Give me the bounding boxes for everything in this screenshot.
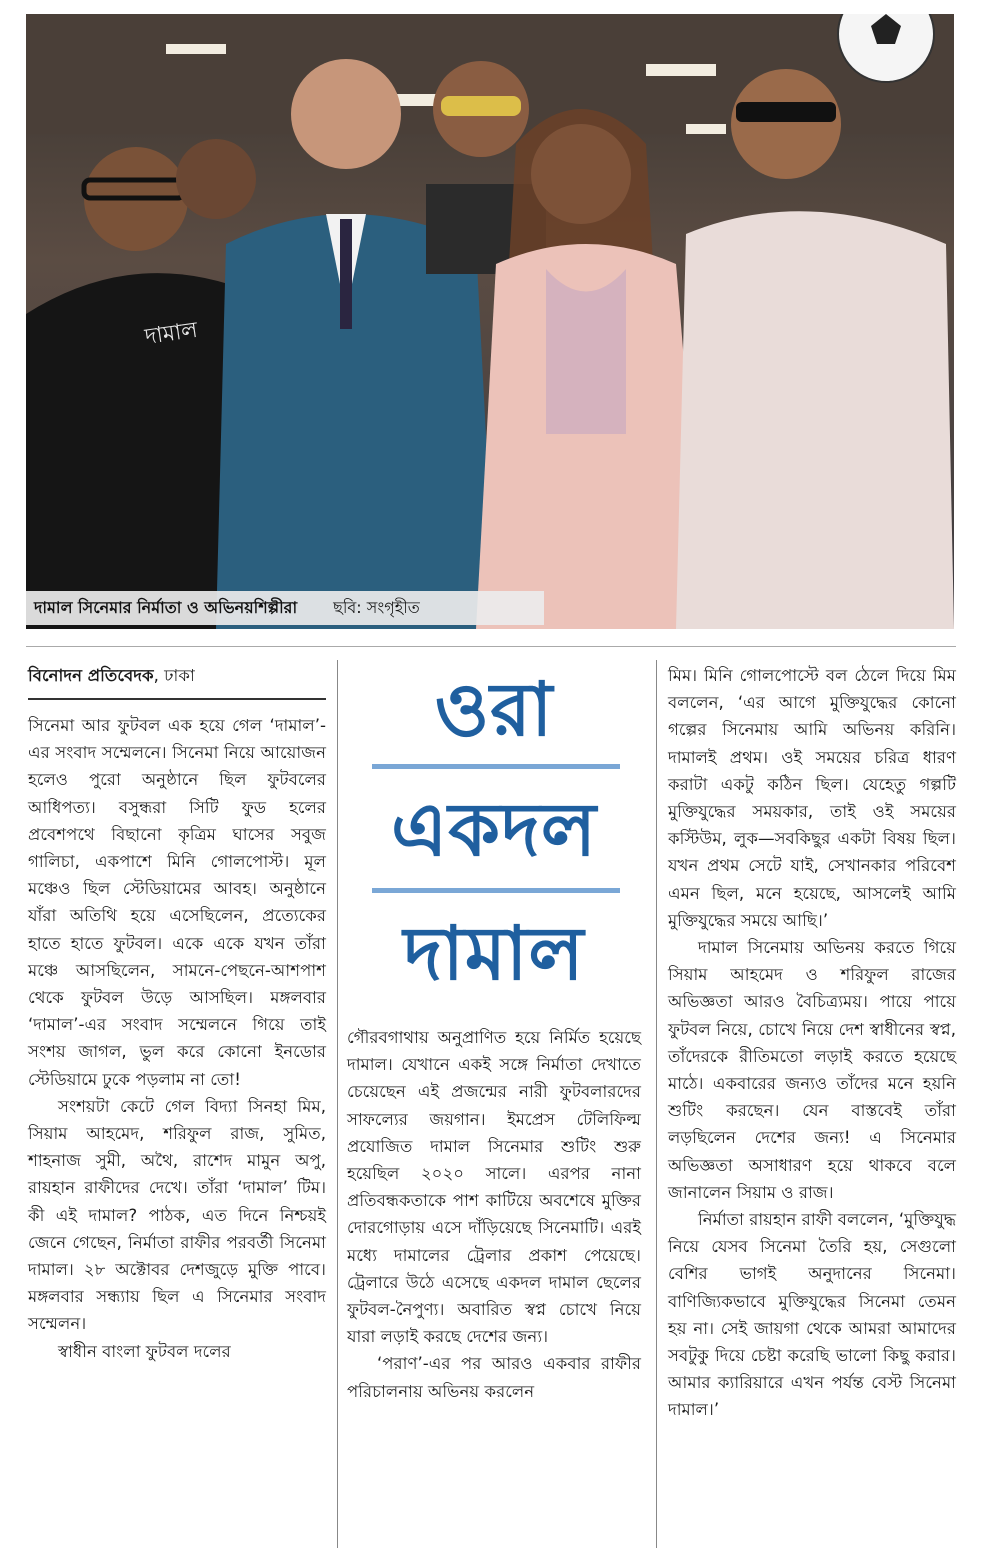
ceiling-light <box>686 124 726 134</box>
headline-rule <box>372 764 620 769</box>
paragraph: নির্মাতা রায়হান রাফী বললেন, ‘মুক্তিযুদ্ধ নিয়ে যেসব সিনেমা তৈরি হয়, সেগুলো বেশির ভাগই অনুদানের সিনেমা। বাণিজ্যিকভাবে মুক্তিযুদ্ধের সিনেমা তেমন হয় না। সেই জায়গা থেকে আমরা আমাদের সবটুকু দিয়ে চেষ্টা করেছি ভালো কিছু করার। আমার ক্যারিয়ারে এখন পর্যন্ত বেস্ট সিনেমা দামাল।’ <box>668 1210 956 1420</box>
headline-line-3: দামাল <box>403 911 585 997</box>
byline-reporter: বিনোদন প্রতিবেদক <box>28 666 154 685</box>
paragraph: ‘পরাণ’-এর পর আরও একবার রাফীর পরিচালনায় অভিনয় করলেন <box>347 1354 641 1401</box>
ceiling-light <box>646 64 716 76</box>
blue-suit <box>216 214 496 629</box>
paragraph: সংশয়টা কেটে গেল বিদ্যা সিনহা মিম, সিয়াম আহমেদ, শরিফুল রাজ, সুমিত, শাহনাজ সুমী, অথৈ, রাশেদ মামুন অপু, রায়হান রাফীদের দেখে। তাঁরা ‘দামাল’ টিম। কী এই দামাল? পাঠক, এত দিনে নিশ্চয়ই জেনে গেছেন, নির্মাতা রাফীর পরবর্তী সিনেমা দামাল। ২৮ অক্টোবর দেশজুড়ে মুক্তি পাবে। মঙ্গলবার সন্ধ্যায় ছিল এ সিনেমার সংবাদ সম্মেলন। <box>28 1096 326 1334</box>
paragraph: দামাল সিনেমায় অভিনয় করতে গিয়ে সিয়াম আহমেদ ও শরিফুল রাজের অভিজ্ঞতা আরও বৈচিত্র্যময়। পায়ে পায়ে ফুটবল নিয়ে, চোখে নিয়ে দেশ স্বাধীনের স্বপ্ন, তাঁদেরকে রীতিমতো লড়াই করতে হয়েছে মাঠে। একবারের জন্যও তাঁদের মনে হয়নি শুটিং করছেন। যেন বাস্তবেই তাঁরা লড়ছিলেন দেশের জন্য! এ সিনেমার অভিজ্ঞতা অসাধারণ হয়ে থাকবে বলে জানালেন সিয়াম ও রাজ। <box>668 938 956 1202</box>
headline-rule <box>372 888 620 893</box>
white-suit <box>676 211 954 629</box>
person-face <box>731 69 841 179</box>
photo-illustration <box>26 14 954 629</box>
photo-credit: ছবি: সংগৃহীত <box>333 597 420 617</box>
byline <box>28 662 326 689</box>
article-column-3 <box>668 662 956 1424</box>
paragraph: গৌরবগাথায় অনুপ্রাণিত হয়ে নির্মিত হয়েছে দামাল। যেখানে একই সঙ্গে নির্মাতা দেখাতে চেয়েছেন এই প্রজন্মের নারী ফুটবলারদের সাফল্যের জয়গান। ইমপ্রেস টেলিফিল্ম প্রযোজিত দামাল সিনেমার শুটিং শুরু হয়েছিল ২০২০ সালে। এরপর নানা প্রতিবন্ধকতাকে পাশ কাটিয়ে অবশেষে মুক্তির দোরগোড়ায় এসে দাঁড়িয়েছে সিনেমাটি। এরই মধ্যে দামালের ট্রেলার প্রকাশ পেয়েছে। ট্রেলারে উঠে এসেছে একদল দামাল ছেলের ফুটবল-নৈপুণ্য। অবারিত স্বপ্ন চোখে নিয়ে যারা লড়াই করছে দেশের জন্য। <box>347 1028 641 1347</box>
headline-line-2: একদল <box>390 787 598 873</box>
paragraph: সিনেমা আর ফুটবল এক হয়ে গেল ‘দামাল’-এর সংবাদ সম্মেলনে। সিনেমা নিয়ে আয়োজন হলেও পুরো অনুষ্ঠানে ছিল ফুটবলের আধিপত্য। বসুন্ধরা সিটি ফুড হলের প্রবেশপথে বিছানো কৃত্রিম ঘাসের সবুজ গালিচা, একপাশে মিনি গোলপোস্ট। মূল মঞ্চেও ছিল স্টেডিয়ামের আবহ। অনুষ্ঠানে যাঁরা অতিথি হয়ে এসেছিলেন, প্রত্যেকের হাতে হাতে ফুটবল। একে একে যখন তাঁরা মঞ্চে আসছিলেন, সামনে-পেছনে-আশপাশ থেকে ফুটবল উড়ে আসছিল। মঙ্গলবার ‘দামাল’-এর সংবাদ সম্মেলনে গিয়ে তাই সংশয় জাগল, ভুল করে কোনো ইনডোর স্টেডিয়ামে ঢুকে পড়লাম না তো! <box>28 716 326 1089</box>
paragraph: মিম। মিনি গোলপোস্টে বল ঠেলে দিয়ে মিম বললেন, ‘এর আগে মুক্তিযুদ্ধের কোনো গল্পের সিনেমায় আমি অভিনয় করিনি। দামালই প্রথম। ওই সময়ের চরিত্র ধারণ করাটা একটু কঠিন ছিল। যেহেতু গল্পটি মুক্তিযুদ্ধের সময়কার, তাই ওই সময়ের কস্টিউম, লুক—সবকিছুর একটা বিষয় ছিল। যখন প্রথম সেটে যাই, সেখানকার পরিবেশ এমন ছিল, মনে হয়েছে, আসলেই আমি মুক্তিযুদ্ধের সময়ে আছি।’ <box>668 666 956 930</box>
headline-line-1: ওরা <box>434 667 554 753</box>
byline-divider <box>28 698 326 700</box>
article-column-2 <box>347 1024 641 1405</box>
photo-caption: দামাল সিনেমার নির্মাতা ও অভিনয়শিল্পীরা <box>34 597 298 617</box>
article-column-1 <box>28 712 326 1365</box>
column-divider <box>337 660 338 1548</box>
column-divider <box>656 660 657 1548</box>
news-photo <box>26 14 954 629</box>
photo-caption-bar <box>26 591 544 625</box>
paragraph: স্বাধীন বাংলা ফুটবল দলের <box>58 1341 231 1361</box>
byline-location: , ঢাকা <box>153 666 195 685</box>
shirt-text: দামাল <box>143 317 200 350</box>
person-face <box>291 59 401 169</box>
ceiling-light <box>166 44 226 54</box>
section-divider <box>26 646 956 647</box>
